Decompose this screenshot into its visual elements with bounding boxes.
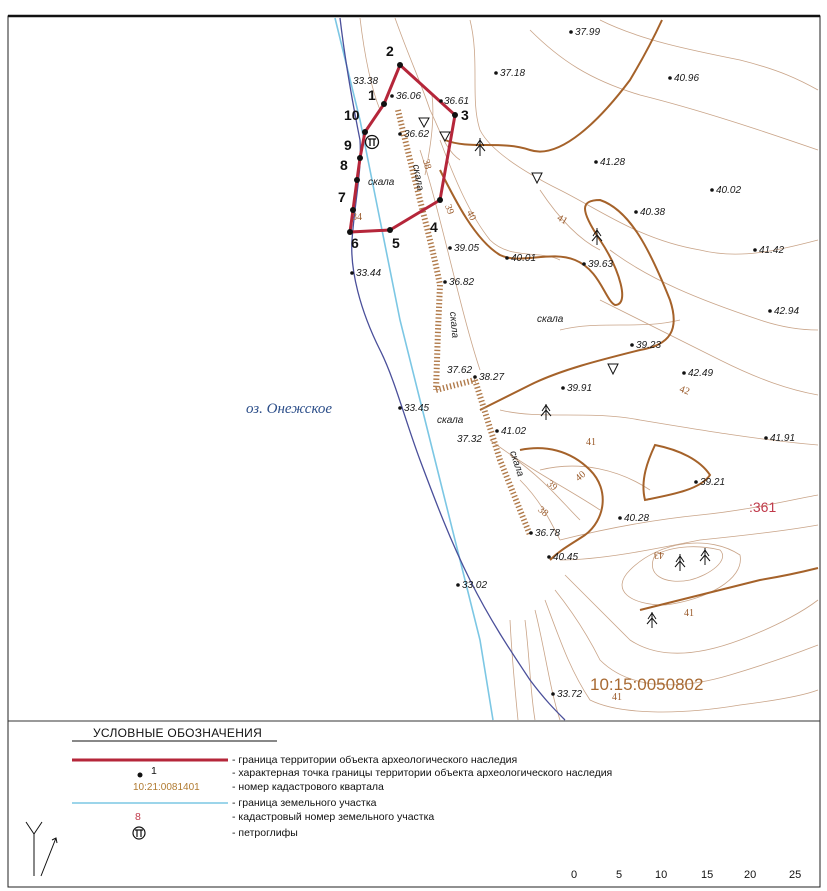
elevation-label: 37.99 <box>575 27 601 38</box>
elevation-label: 42.94 <box>774 306 800 317</box>
contour-label: 43 <box>654 549 664 560</box>
legend-sample-parcel-number: 8 <box>135 811 141 823</box>
elevation-label: 38.27 <box>479 372 505 383</box>
elevation-label: 40.28 <box>624 513 650 524</box>
elevation-label: 39.05 <box>454 243 480 254</box>
elevation-label: 33.72 <box>557 689 583 700</box>
scale-label: 10 <box>655 869 668 881</box>
elevation-label: 39.91 <box>567 383 593 394</box>
contour-label: 40 <box>573 469 589 484</box>
contour-label: 41 <box>684 608 694 619</box>
contour-label: 41 <box>612 692 622 703</box>
elevation-label: 36.62 <box>404 129 430 140</box>
legend-title: УСЛОВНЫЕ ОБОЗНАЧЕНИЯ <box>93 726 263 740</box>
point-label-7: 7 <box>338 189 346 205</box>
rock-label: скала <box>437 415 464 426</box>
boundary-point-2[interactable] <box>397 62 403 68</box>
elevation-labels <box>353 27 799 700</box>
rock-label-vertical: скала <box>410 163 426 192</box>
point-label-4: 4 <box>430 219 438 235</box>
boundary-point-10[interactable] <box>362 129 368 135</box>
point-label-9: 9 <box>344 137 352 153</box>
tree-icon <box>647 612 657 628</box>
contour-lines <box>360 18 818 720</box>
boundary-point-8[interactable] <box>354 177 360 183</box>
legend-item-land-plot-boundary: - граница земельного участка <box>232 797 377 809</box>
legend-sample-quarter-number: 10:21:0081401 <box>133 782 200 793</box>
elevation-label: 36.78 <box>535 528 561 539</box>
elevation-label: 39.23 <box>636 340 662 351</box>
petroglyph-icon[interactable] <box>366 136 379 149</box>
contour-label: 41 <box>555 212 570 228</box>
tree-icons <box>475 138 710 628</box>
point-label-1: 1 <box>368 87 376 103</box>
point-label-5: 5 <box>392 235 400 251</box>
elevation-label: 42.49 <box>688 368 714 379</box>
point-label-8: 8 <box>340 157 348 173</box>
elevation-label: 39.63 <box>588 259 614 270</box>
elevation-label: 40.01 <box>511 253 537 264</box>
boundary-point-1[interactable] <box>381 101 387 107</box>
elevation-label: 41.28 <box>600 157 626 168</box>
boundary-point-9[interactable] <box>357 155 363 161</box>
tree-icon <box>700 548 710 565</box>
north-arrow-icon <box>26 822 57 876</box>
elevation-label: 33.45 <box>404 403 430 414</box>
elevation-label: 40.02 <box>716 185 742 196</box>
lake-name: оз. Онежское <box>246 401 333 417</box>
elevation-label: 33.38 <box>353 76 379 87</box>
rock-label-vertical: скала <box>447 311 461 339</box>
boundary-point-markers <box>347 62 458 235</box>
elevation-label: 37.18 <box>500 68 526 79</box>
contour-label: 38 <box>535 504 551 520</box>
point-label-6: 6 <box>351 235 359 251</box>
elevation-label: 36.61 <box>444 96 470 107</box>
scale-label: 0 <box>571 869 578 881</box>
legend <box>72 726 612 839</box>
boundary-point-5[interactable] <box>387 227 393 233</box>
rock-label: скала <box>368 177 395 188</box>
elevation-label: 40.45 <box>553 552 579 563</box>
contour-label: 39 <box>544 478 560 494</box>
tree-icon <box>541 404 551 420</box>
point-label-3: 3 <box>461 107 469 123</box>
elevation-label: 36.06 <box>396 91 422 102</box>
elevation-label: 41.42 <box>759 245 785 256</box>
triangle-marker-icon <box>532 173 542 183</box>
point-label-10: 10 <box>344 107 360 123</box>
contour-label: 42 <box>677 383 692 398</box>
cadastral-quarter-number: 10:15:0050802 <box>590 675 704 694</box>
elevation-label: 37.32 <box>457 434 483 445</box>
legend-item-parcel-number: - кадастровый номер земельного участка <box>232 811 435 823</box>
elevation-label: 37.62 <box>447 365 473 376</box>
elevation-label: 41.02 <box>501 426 527 437</box>
legend-sample-point-dot <box>138 773 143 778</box>
scale-label: 5 <box>616 869 623 881</box>
elevation-label: 40.96 <box>674 73 700 84</box>
contour-label: 41 <box>586 437 596 448</box>
triangle-marker-icon <box>440 132 450 141</box>
legend-item-petroglyphs: - петроглифы <box>232 827 298 839</box>
contour-label: 39 <box>442 202 456 217</box>
contour-label: 34 <box>352 212 362 223</box>
tree-icon <box>675 554 685 571</box>
legend-item-quarter-number: - номер кадастрового квартала <box>232 781 384 793</box>
boundary-point-4[interactable] <box>437 197 443 203</box>
petroglyph-icon <box>133 827 145 839</box>
scale-bar <box>571 869 801 881</box>
elevation-label: 33.02 <box>462 580 488 591</box>
elevation-label: 40.38 <box>640 207 666 218</box>
contour-label: 40 <box>463 208 479 223</box>
elevation-label: 36.82 <box>449 277 475 288</box>
boundary-point-3[interactable] <box>452 112 458 118</box>
tree-icon <box>475 138 485 156</box>
elevation-label: 33.44 <box>356 268 382 279</box>
parcel-number: :361 <box>749 499 777 515</box>
scale-label: 20 <box>744 869 757 881</box>
elevation-label: 41.91 <box>770 433 796 444</box>
contour-label: 38 <box>419 158 434 171</box>
legend-item-boundary-point: - характерная точка границы территории объекта археологического наследия <box>232 767 613 779</box>
point-label-2: 2 <box>386 43 394 59</box>
rock-label: скала <box>537 314 564 325</box>
triangle-marker-icon <box>608 364 618 374</box>
legend-item-heritage-boundary: - граница территории объекта археологического наследия <box>232 754 518 766</box>
legend-sample-point-number: 1 <box>151 765 157 777</box>
scale-label: 25 <box>789 869 802 881</box>
scale-label: 15 <box>701 869 714 881</box>
elevation-label: 39.21 <box>700 477 726 488</box>
triangle-marker-icon <box>419 118 429 127</box>
rock-label-vertical: скала <box>507 449 526 479</box>
